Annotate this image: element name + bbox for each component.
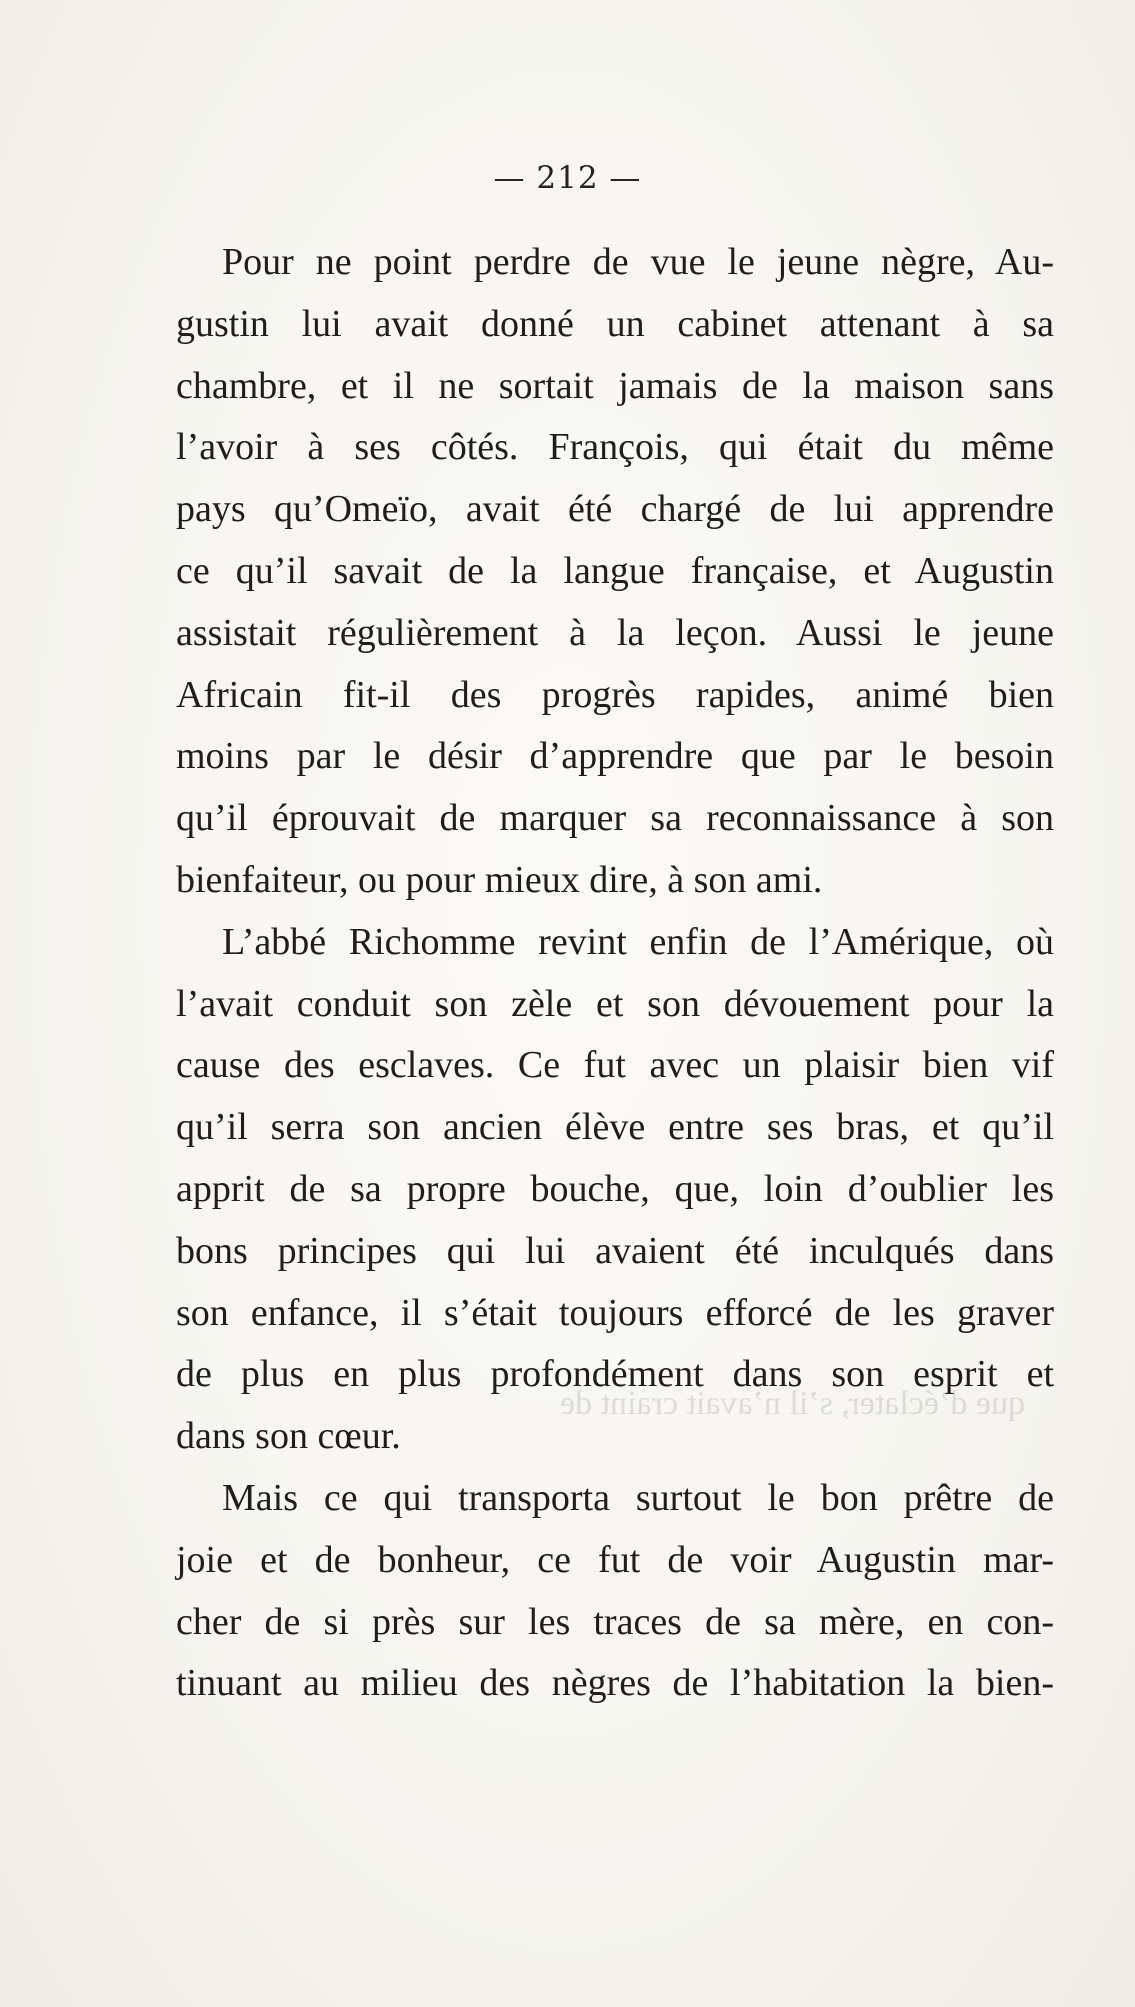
text-line: de plus en plus profondément dans son esprit et: [176, 1353, 1054, 1396]
text-line: ce qu’il savait de la langue française, et Augustin: [176, 549, 1054, 592]
page-number: — 212 —: [493, 160, 642, 196]
text-line: chambre, et il ne sortait jamais de la maison sans: [176, 364, 1054, 407]
show-through-text: que d’éclater, s’il n’avait craint de: [560, 1385, 1025, 1422]
text-line: l’avoir à ses côtés. François, qui était du même: [176, 426, 1054, 469]
body-text: [176, 232, 1054, 1715]
text-line: L’abbé Richomme revint enfin de l’Amérique, où: [222, 920, 1054, 963]
text-line: apprit de sa propre bouche, que, loin d’oublier les: [176, 1167, 1054, 1210]
text-line: cher de si près sur les traces de sa mère, en con-: [176, 1600, 1054, 1643]
text-line: dans son cœur.: [176, 1415, 401, 1458]
text-line: tinuant au milieu des nègres de l’habitation la bien-: [176, 1662, 1054, 1705]
text-line: l’avait conduit son zèle et son dévouement pour la: [176, 982, 1054, 1025]
text-line: assistait régulièrement à la leçon. Aussi le jeune: [176, 611, 1054, 654]
text-line: Africain fit-il des progrès rapides, animé bien: [176, 673, 1054, 716]
text-line: cause des esclaves. Ce fut avec un plaisir bien vif: [176, 1044, 1054, 1087]
text-line: joie et de bonheur, ce fut de voir Augustin mar-: [176, 1538, 1054, 1581]
text-line: son enfance, il s’était toujours efforcé de les graver: [176, 1291, 1054, 1334]
text-line: qu’il serra son ancien élève entre ses bras, et qu’il: [176, 1106, 1054, 1149]
text-line: bons principes qui lui avaient été inculqués dans: [176, 1229, 1054, 1272]
text-line: Mais ce qui transporta surtout le bon prêtre de: [222, 1476, 1054, 1519]
text-line: pays qu’Omeïo, avait été chargé de lui apprendre: [176, 488, 1054, 531]
text-line: bienfaiteur, ou pour mieux dire, à son ami.: [176, 858, 823, 901]
text-line: moins par le désir d’apprendre que par le besoin: [176, 735, 1054, 778]
text-line: Pour ne point perdre de vue le jeune nègre, Au-: [222, 241, 1054, 283]
text-line: qu’il éprouvait de marquer sa reconnaissance à son: [176, 797, 1054, 840]
text-line: gustin lui avait donné un cabinet attenant à sa: [176, 302, 1054, 345]
